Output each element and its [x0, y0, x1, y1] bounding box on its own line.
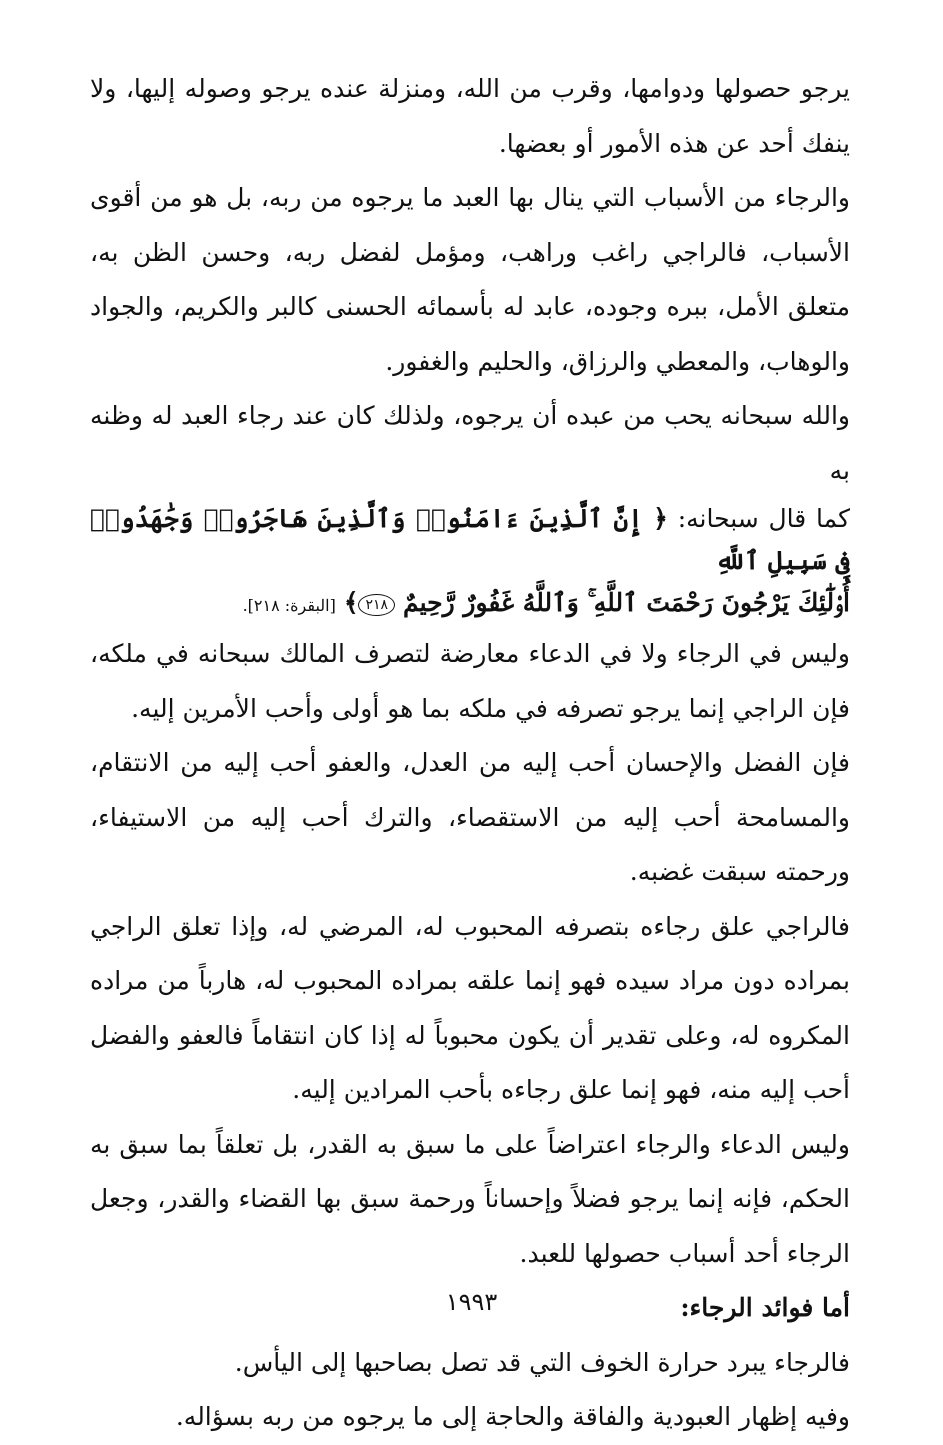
verse-line-2 — [90, 582, 850, 627]
paragraph-7: وليس الدعاء والرجاء اعتراضاً على ما سبق به القدر، بل تعلقاً بما سبق به الحكم، فإنه إنما يرجو فضلاً وإحساناً ورحمة سبق بها القضاء والقدر، وجعل الرجاء أحد أسباب حصولها للعبد. — [90, 1129, 850, 1268]
paragraph-8: فالرجاء يبرد حرارة الخوف التي قد تصل بصاحبها إلى اليأس. — [234, 1347, 850, 1377]
verse-citation: [البقرة: ٢١٨]. — [242, 596, 336, 615]
page-number: ١٩٩٣ — [445, 1288, 498, 1316]
paragraph-9: وفيه إظهار العبودية والفاقة والحاجة إلى ما يرجوه من ربه بسؤاله. — [175, 1402, 850, 1431]
page-body — [90, 62, 850, 1445]
verse-close-bracket: ﴾ — [343, 588, 359, 617]
paragraph-1: يرجو حصولها ودوامها، وقرب من الله، ومنزلة عنده يرجو وصوله إليها، ولا ينفك أحد عن هذه الأمور أو بعضها. — [90, 74, 850, 158]
quran-verse-part-1: ﴿ إِنَّ ٱلَّذِينَ ءَامَنُوا۟ وَٱلَّذِينَ هَاجَرُوا۟ وَجَٰهَدُوا۟ فِى سَبِيلِ ٱللَّهِ — [90, 504, 850, 575]
paragraph-2: والرجاء من الأسباب التي ينال بها العبد ما يرجوه من ربه، بل هو من أقوى الأسباب، فالراجي راغب وراهب، ومؤمل لفضل ربه، وحسن الظن به، متعلق الأمل، ببره وجوده، عابد له بأسمائه الحسنى كالبر والكريم، والجواد والوهاب، والمعطي والرزاق، والحليم والغفور. — [90, 183, 850, 376]
section-heading: أما فوائد الرجاء: — [680, 1293, 850, 1322]
paragraph-3: والله سبحانه يحب من عبده أن يرجوه، ولذلك كان عند رجاء العبد له وظنه به — [90, 401, 850, 485]
ayah-number-marker: ٢١٨ — [358, 594, 395, 616]
verse-lead-text: كما قال سبحانه: — [677, 504, 850, 533]
paragraph-4: وليس في الرجاء ولا في الدعاء معارضة لتصرف المالك سبحانه في ملكه، فإن الراجي إنما يرجو تصرفه في ملكه بما هو أولى وأحب الأمرين إليه. — [90, 639, 850, 723]
paragraph-6: فالراجي علق رجاءه بتصرفه المحبوب له، المرضي له، وإذا تعلق الراجي بمراده دون مراد سيده فهو إنما علقه بمراده المحبوب له، هارباً من مراده المكروه له، وعلى تقدير أن يكون محبوباً له إذا كان انتقاماً فالعفو والفضل أحب إليه منه، فهو إنما علق رجاءه بأحب المرادين إليه. — [90, 911, 850, 1104]
quran-verse-part-2: أُو۟لَٰٓئِكَ يَرْجُونَ رَحْمَتَ ٱللَّهِ ۚ وَٱللَّهُ غَفُورٌ رَّحِيمٌ — [402, 588, 850, 617]
paragraph-5: فإن الفضل والإحسان أحب إليه من العدل، والعفو أحب إليه من الانتقام، والمسامحة أحب إليه من الاستقصاء، والترك أحب إليه من الاستيفاء، ورحمته سبقت غضبه. — [90, 748, 850, 886]
verse-line-1 — [90, 498, 850, 582]
